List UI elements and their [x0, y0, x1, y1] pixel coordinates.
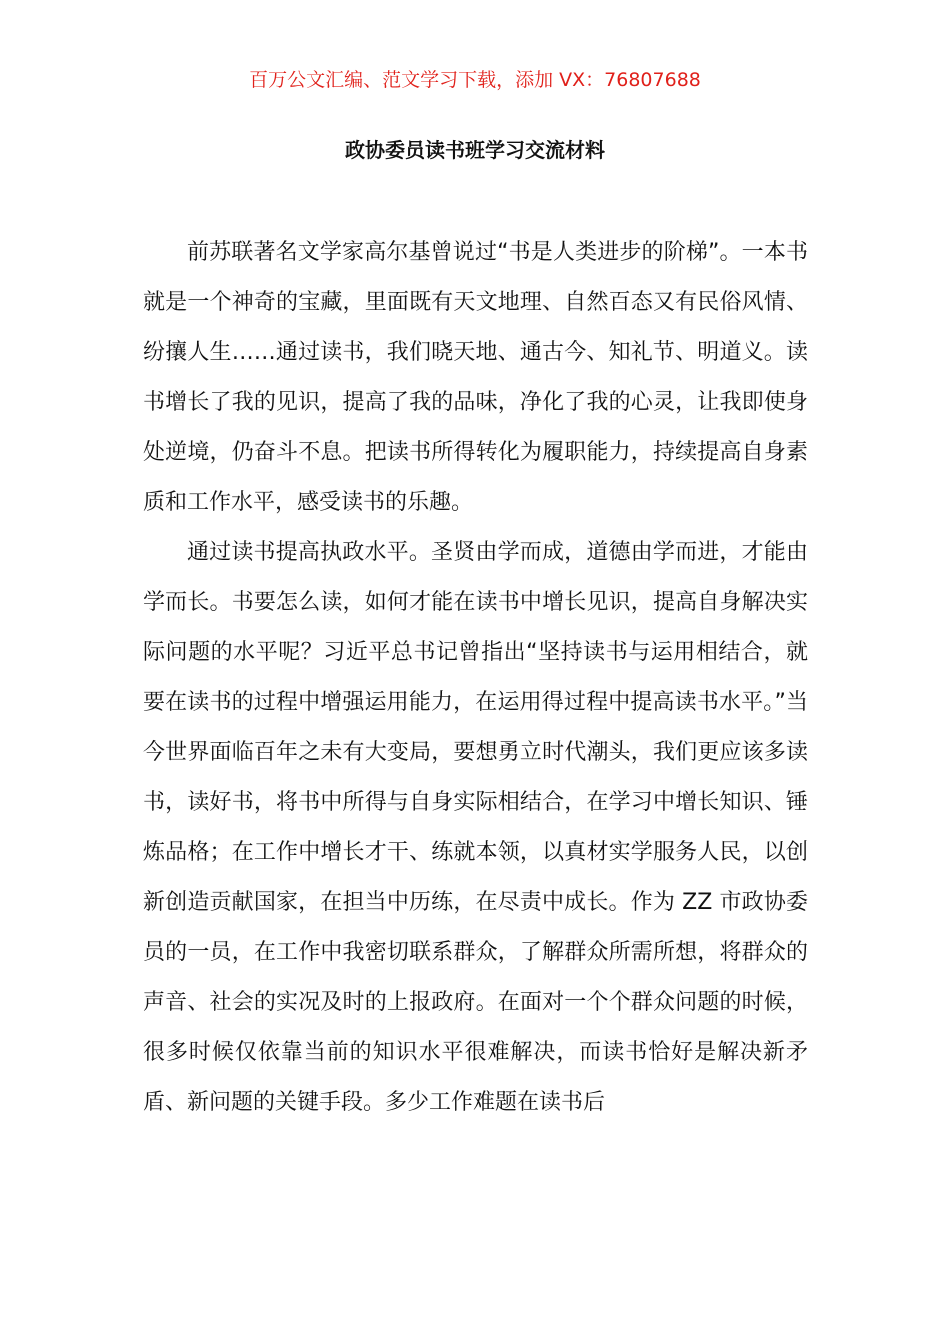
paragraph-2: 通过读书提高执政水平。圣贤由学而成，道德由学而进，才能由学而长。书要怎么读，如何才能在读书中增长见识，提高自身解决实际问题的水平呢？习近平总书记曾指出“坚持读书与运用相结合，就要在读书的过程中增强运用能力，在运用得过程中提高读书水平。”当今世界面临百年之未有大变局，要想勇立时代潮头，我们更应该多读书，读好书，将书中所得与自身实际相结合，在学习中增长知识、锤炼品格；在工作中增长才干、练就本领，以真材实学服务人民，以创新创造贡献国家，在担当中历练，在尽责中成长。作为 ZZ 市政协委员的一员，在工作中我密切联系群众，了解群众所需所想，将群众的声音、社会的实况及时的上报政府。在面对一个个群众问题的时候，很多时候仅依靠当前的知识水平很难解决，而读书恰好是解决新矛盾、新问题的关键手段。多少工作难题在读书后: [143, 540, 808, 1115]
header-promo-note: 百万公文汇编、范文学习下载，添加 VX：76807688: [249, 69, 701, 91]
paragraph-1: 前苏联著名文学家高尔基曾说过“书是人类进步的阶梯”。一本书就是一个神奇的宝藏，里面既有天文地理、自然百态又有民俗风情、纷攘人生……通过读书，我们晓天地、通古今、知礼节、明道义。读书增长了我的见识，提高了我的品味，净化了我的心灵，让我即使身处逆境，仍奋斗不息。把读书所得转化为履职能力，持续提高自身素质和工作水平，感受读书的乐趣。: [143, 240, 808, 515]
document-title: 政协委员读书班学习交流材料: [345, 138, 605, 162]
document-body: [143, 228, 808, 1128]
